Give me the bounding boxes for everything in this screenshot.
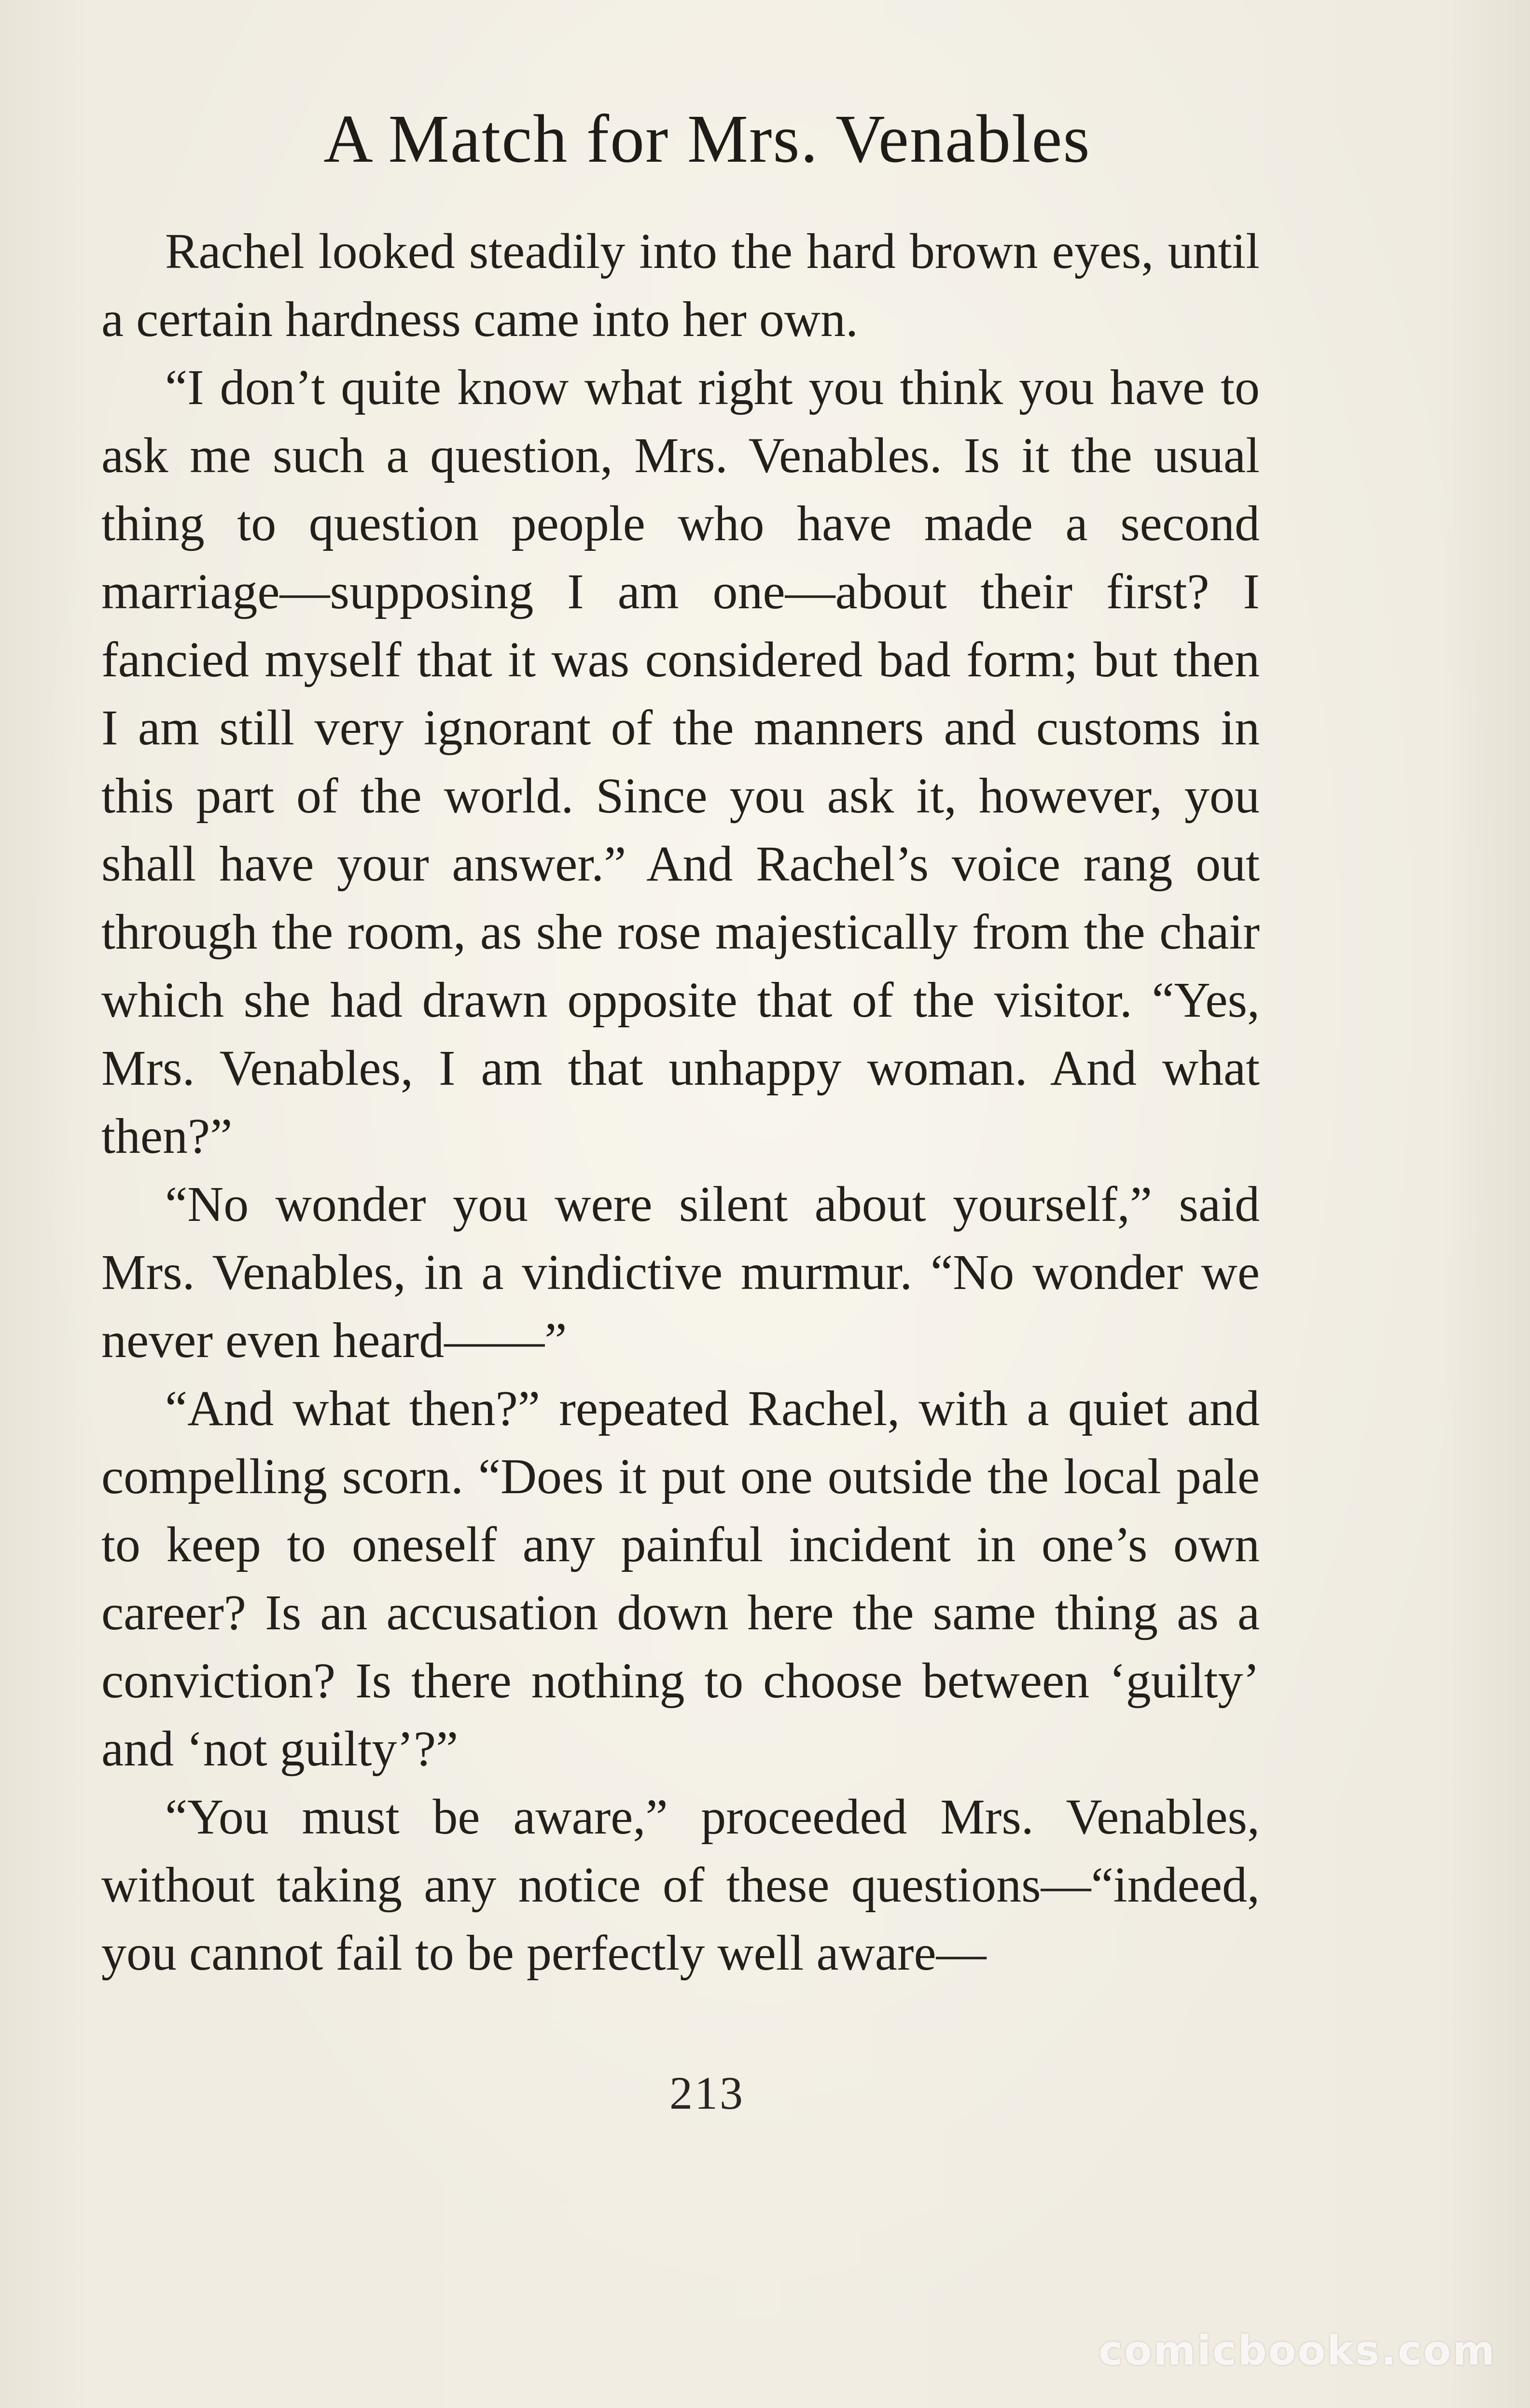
paragraph: Rachel looked steadily into the hard brown eyes, until a certain hardness came into her own.	[101, 224, 1260, 347]
paragraph: “No wonder you were silent about yourself,” said Mrs. Venables, in a vindictive murmur. “No wonder we never even heard——”	[101, 1176, 1260, 1368]
paragraph: “You must be aware,” proceeded Mrs. Venables, without taking any notice of these questions—“indeed, you cannot fail to be perfectly well aware—	[101, 1789, 1260, 1981]
watermark: comicbooks.com	[1099, 2327, 1496, 2374]
body-text	[101, 217, 1260, 1987]
page-number: 213	[669, 2067, 745, 2119]
paragraph: “And what then?” repeated Rachel, with a quiet and compelling scorn. “Does it put one outside the local pale to keep to oneself any painful incident in one’s own career? Is an accusation down here the same thing as a conviction? Is there nothing to choose between ‘guilty’ and ‘not guilty’?”	[101, 1381, 1260, 1777]
running-head: A Match for Mrs. Venables	[323, 100, 1091, 177]
paragraph: “I don’t quite know what right you think you have to ask me such a question, Mrs. Venables. Is it the usual thing to question people who have made a second marriage—supposing I am one—about their first? I fancied myself that it was considered bad form; but then I am still very ignorant of the manners and customs in this part of the world. Since you ask it, however, you shall have your answer.” And Rachel’s voice rang out through the room, as she rose majestically from the chair which she had drawn opposite that of the visitor. “Yes, Mrs. Venables, I am that unhappy woman. And what then?”	[101, 360, 1260, 1164]
